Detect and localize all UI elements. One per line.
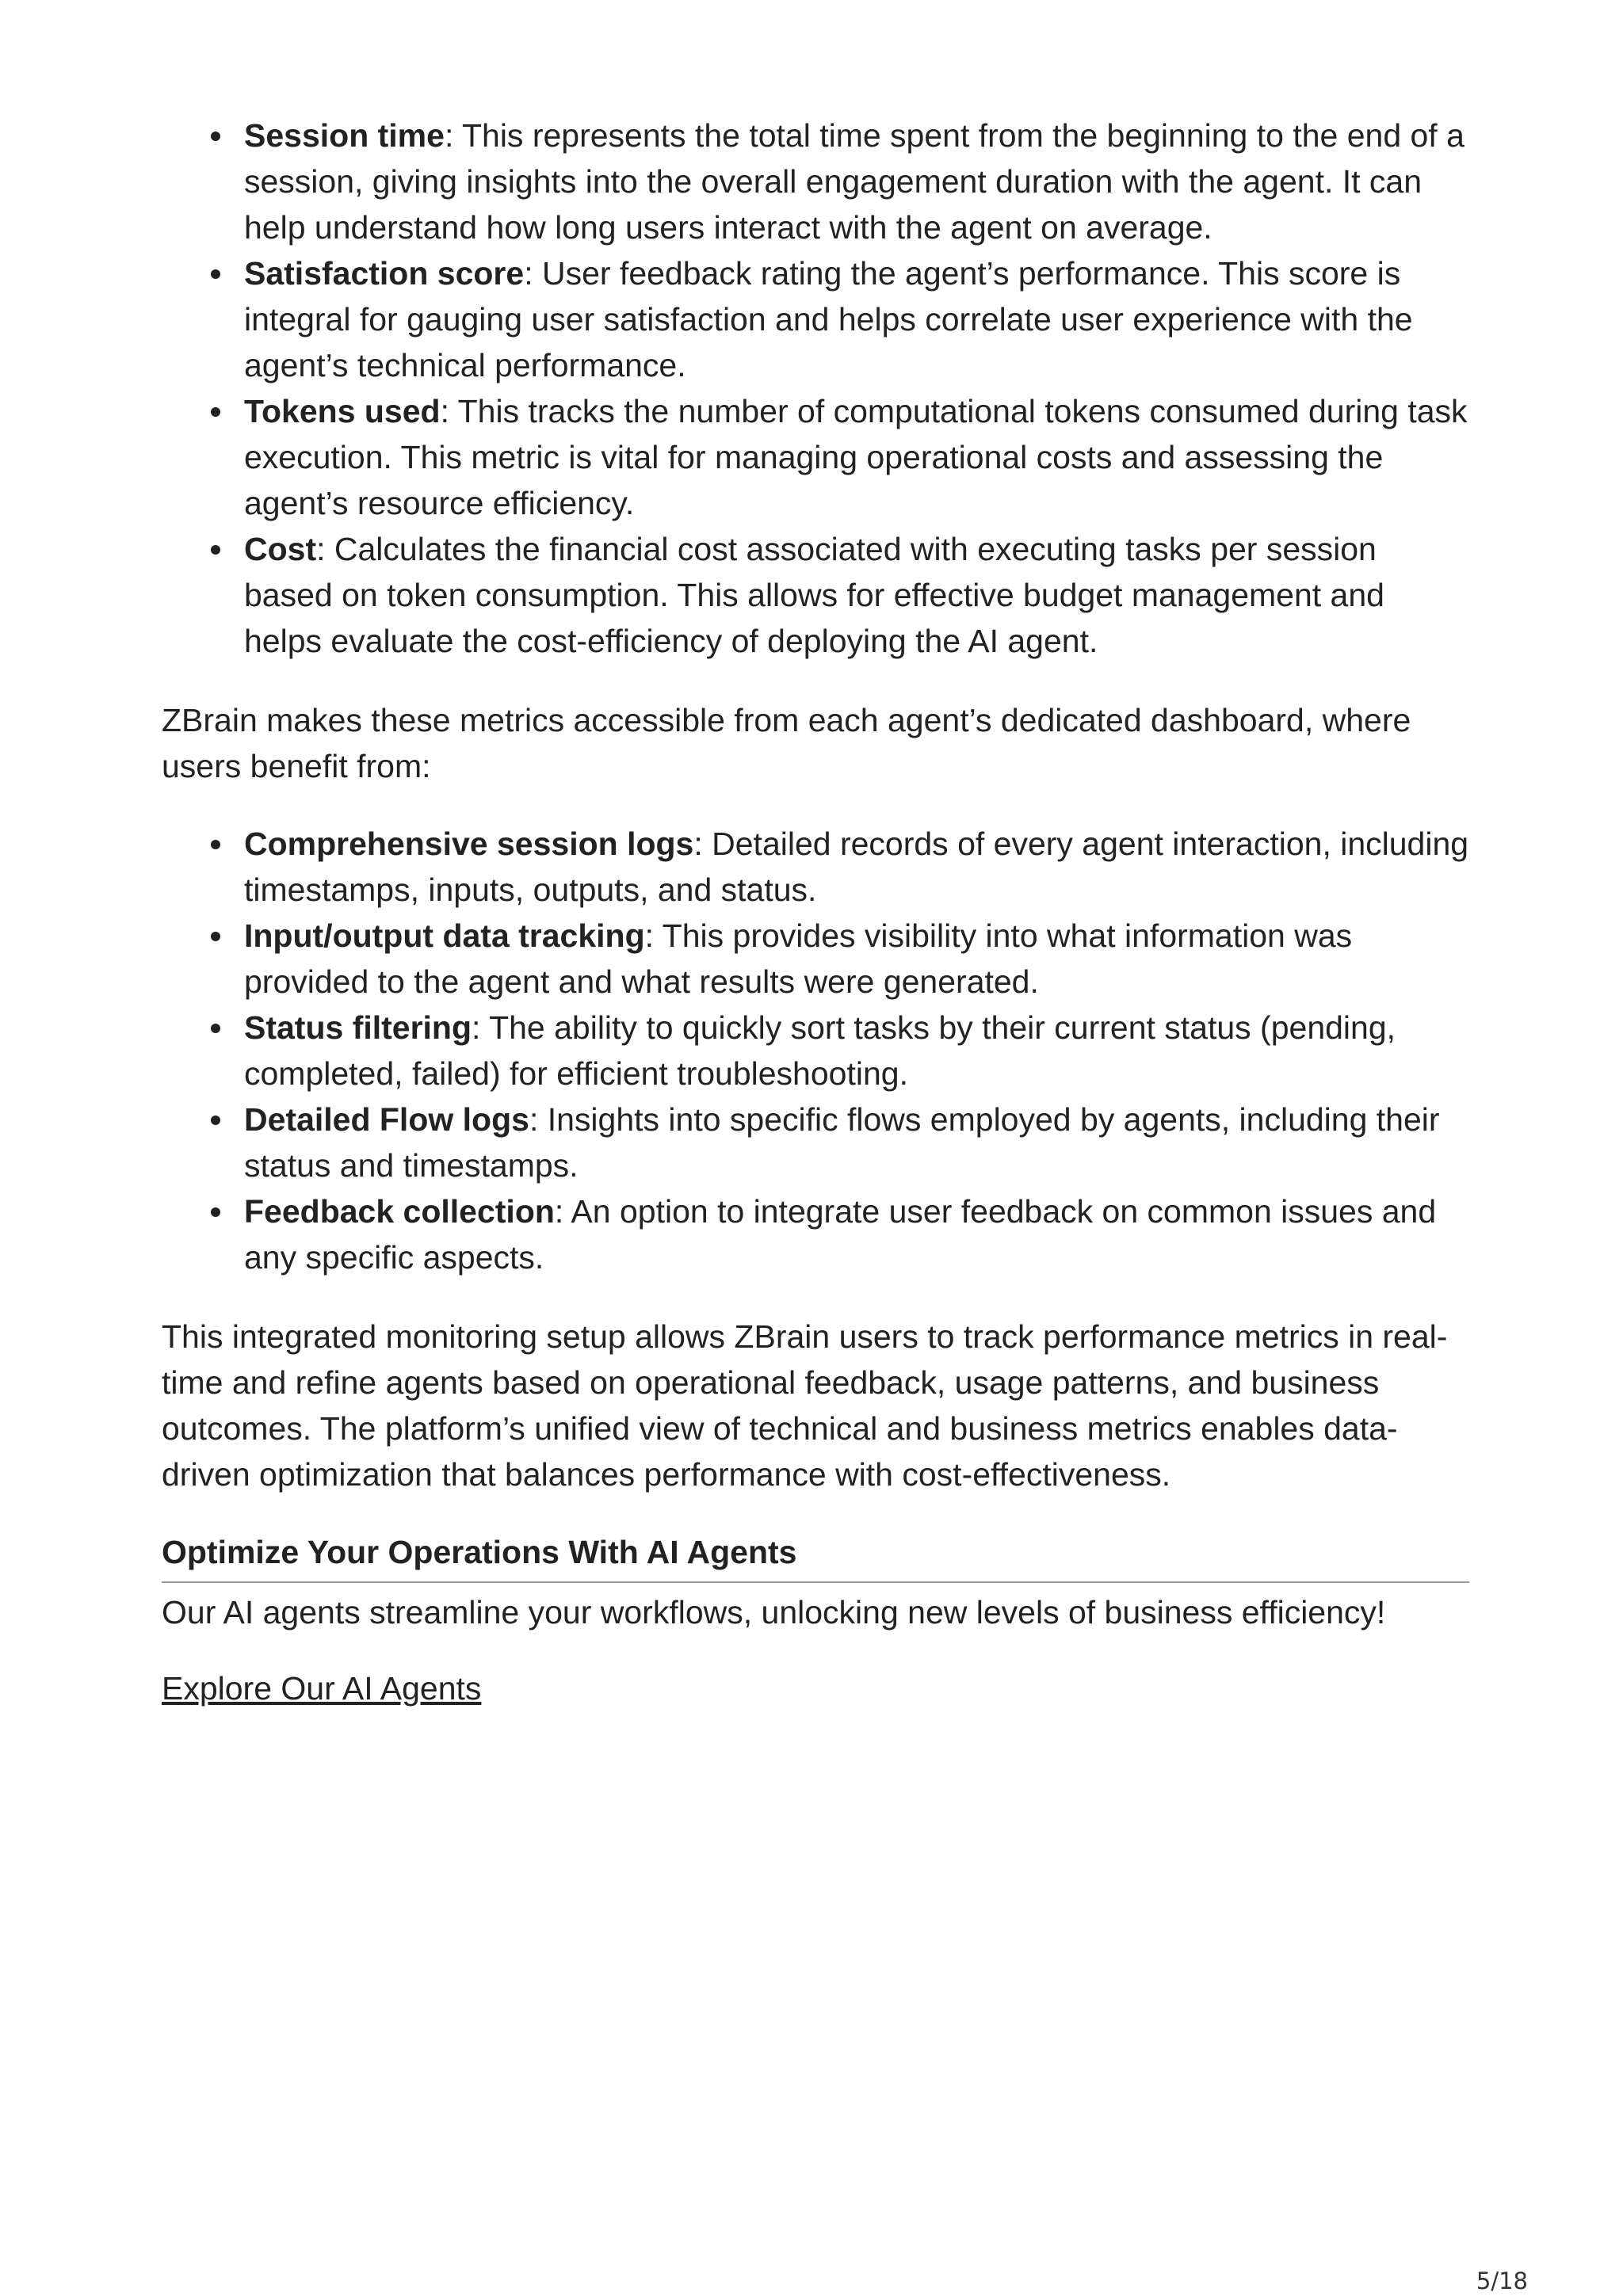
- cta-text: Our AI agents streamline your workflows, unlocking new levels of business efficiency!: [162, 1594, 1386, 1630]
- list-item: [244, 913, 1469, 1005]
- list-item: [244, 1097, 1469, 1188]
- list-item-desc: : This provides visibility into what information was provided to the agent and what results were generated.: [244, 917, 1353, 1000]
- list-item-term: Comprehensive session logs: [244, 826, 694, 862]
- cta-heading: Optimize Your Operations With AI Agents: [162, 1529, 1469, 1583]
- list-item-desc: : Detailed records of every agent interaction, including timestamps, inputs, outputs, and status.: [244, 826, 1469, 908]
- article-content: [162, 113, 1469, 1711]
- list-item-term: Tokens used: [244, 393, 441, 429]
- summary-paragraph: This integrated monitoring setup allows ZBrain users to track performance metrics in real-time and refine agents based on operational feedback, usage patterns, and business outcomes. The platform’s unified view of technical and business metrics enables data-driven optimization that balances performance with cost-effectiveness.: [162, 1318, 1448, 1493]
- page-number: 5/18: [1476, 2267, 1528, 2294]
- list-item: [244, 250, 1469, 388]
- benefits-list: [162, 821, 1469, 1280]
- list-item: [244, 821, 1469, 913]
- intro-paragraph: ZBrain makes these metrics accessible from each agent’s dedicated dashboard, where users benefit from:: [162, 702, 1411, 784]
- list-item-term: Input/output data tracking: [244, 917, 645, 954]
- list-item-desc: : The ability to quickly sort tasks by their current status (pending, completed, failed) for efficient troubleshooting.: [244, 1009, 1396, 1092]
- list-item-term: Session time: [244, 117, 445, 154]
- list-item: [244, 388, 1469, 526]
- list-item-term: Satisfaction score: [244, 255, 525, 292]
- list-item-desc: : User feedback rating the agent’s performance. This score is integral for gauging user satisfaction and helps correlate user experience with the agent’s technical performance.: [244, 255, 1413, 383]
- list-item-term: Detailed Flow logs: [244, 1101, 529, 1138]
- list-item-desc: : Insights into specific flows employed by agents, including their status and timestamps.: [244, 1101, 1440, 1184]
- list-item-desc: : This represents the total time spent from the beginning to the end of a session, giving insights into the overall engagement duration with the agent. It can help understand how long users interact with the agent on average.: [244, 117, 1465, 246]
- list-item-term: Cost: [244, 531, 317, 567]
- list-item: [244, 113, 1469, 250]
- explore-agents-link[interactable]: Explore Our AI Agents: [162, 1670, 482, 1707]
- list-item-term: Feedback collection: [244, 1193, 555, 1230]
- list-item: [244, 526, 1469, 664]
- list-item-desc: : This tracks the number of computational tokens consumed during task execution. This metric is vital for managing operational costs and assessing the agent’s resource efficiency.: [244, 393, 1468, 521]
- list-item-desc: : Calculates the financial cost associated with executing tasks per session based on token consumption. This allows for effective budget management and helps evaluate the cost-efficiency of deploying the AI agent.: [244, 531, 1384, 659]
- list-item-term: Status filtering: [244, 1009, 472, 1046]
- list-item: [244, 1188, 1469, 1280]
- list-item-desc: : An option to integrate user feedback on common issues and any specific aspects.: [244, 1193, 1437, 1276]
- list-item: [244, 1005, 1469, 1097]
- metrics-list: [162, 113, 1469, 664]
